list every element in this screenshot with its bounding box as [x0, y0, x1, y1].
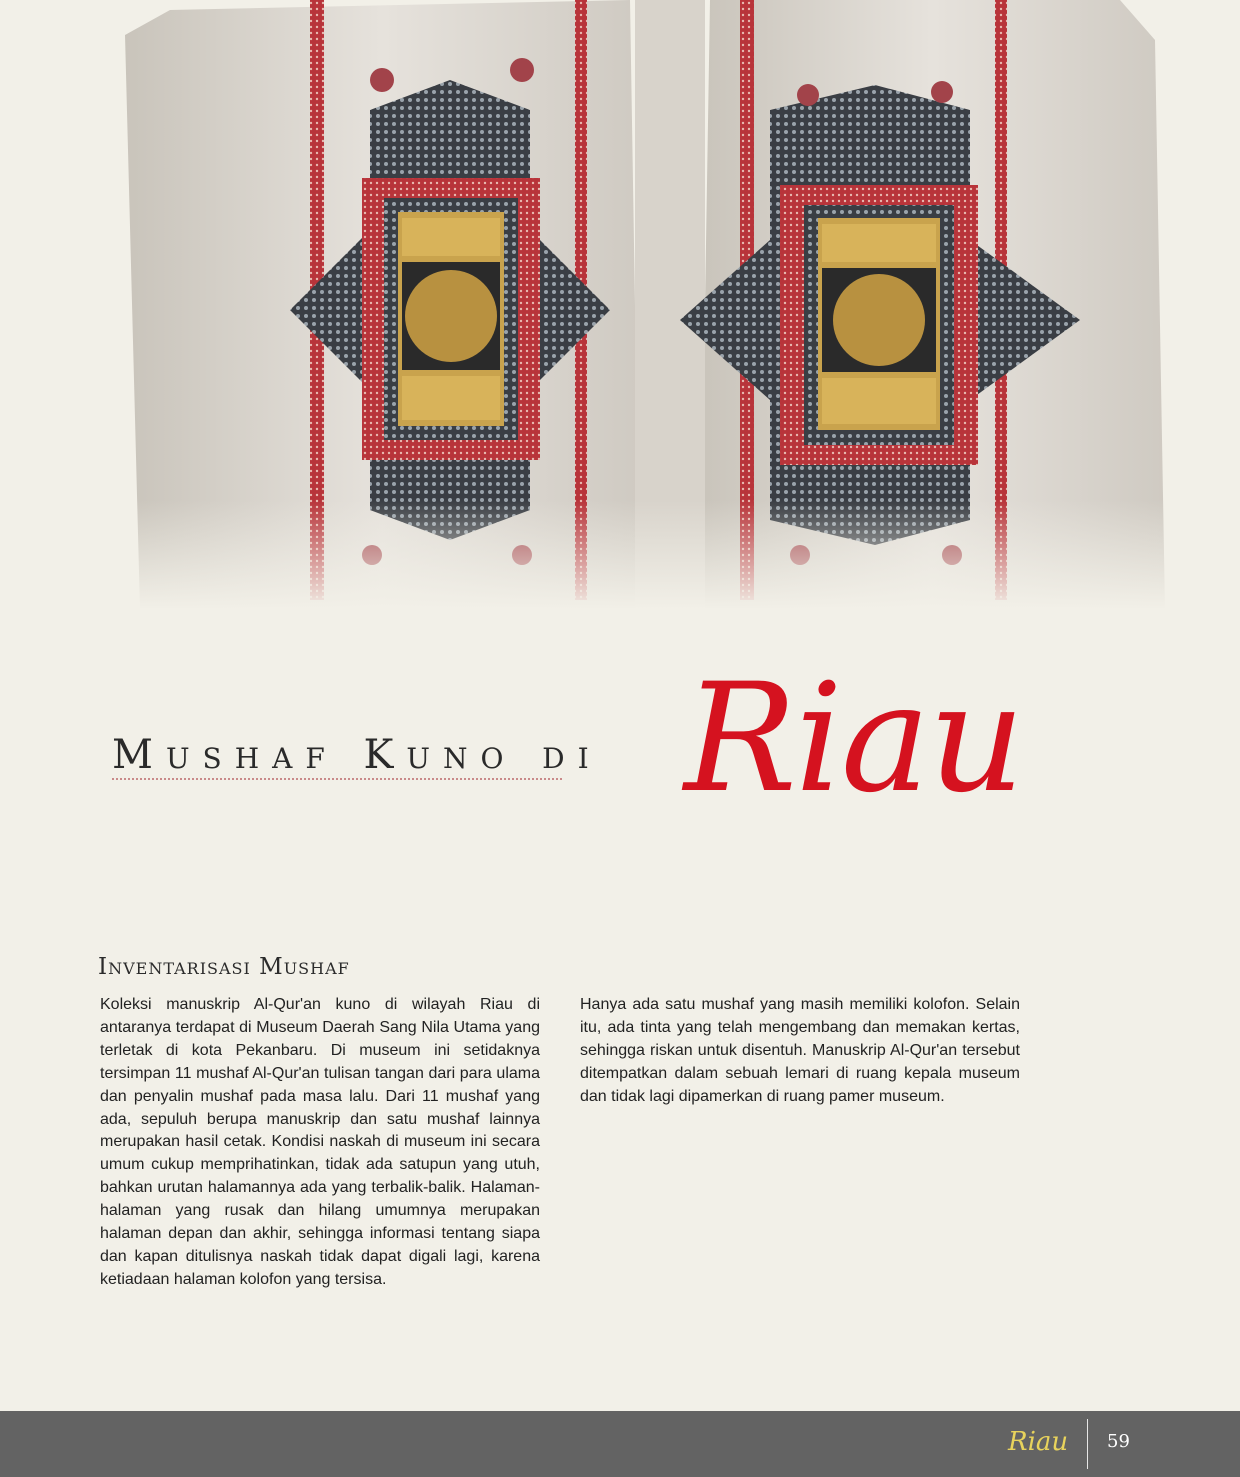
footer-brand: Riau [1008, 1427, 1069, 1457]
title-script-text: Riau [684, 652, 1023, 826]
illuminated-manuscript-illustration [110, 0, 1170, 610]
page-number: 59 [1107, 1431, 1130, 1452]
title-dotted-rule [112, 778, 562, 780]
title-main-text: Mushaf Kuno di [112, 732, 602, 778]
body-column-right: Hanya ada satu mushaf yang masih memiliki kolofon. Selain itu, ada tinta yang telah mengembang dan memakan kertas, sehingga riskan untuk disentuh. Manuskrip Al-Qur'an tersebut ditempatkan dalam sebuah lemari di ruang kepala museum dan tidak lagi dipamerkan di ruang pamer museum. [580, 996, 1020, 1105]
hero-manuscript-image [110, 0, 1170, 610]
page-footer [0, 1411, 1240, 1477]
page-title [112, 652, 1052, 830]
section-heading: Inventarisasi Mushaf [98, 954, 350, 980]
footer-divider [1087, 1419, 1088, 1469]
body-column-left: Koleksi manuskrip Al-Qur'an kuno di wilayah Riau di antaranya terdapat di Museum Daerah Sang Nila Utama yang terletak di kota Pekanbaru. Di museum ini setidaknya tersimpan 11 mushaf Al-Qur'an tulisan tangan dari para ulama dan penyalin mushaf pada masa lalu. Dari 11 mushaf yang ada, sepuluh berupa manuskrip dan satu mushaf lainnya merupakan hasil cetak. Kondisi naskah di museum ini secara umum cukup memprihatinkan, tidak ada satupun yang utuh, bahkan urutan halamannya ada yang terbalik-balik. Halaman-halaman yang rusak dan hilang umumnya merupakan halaman depan dan akhir, sehingga informasi tentang siapa dan kapan ditulisnya naskah tidak dapat digali lagi, karena ketiadaan halaman kolofon yang tersisa. [100, 996, 540, 1288]
